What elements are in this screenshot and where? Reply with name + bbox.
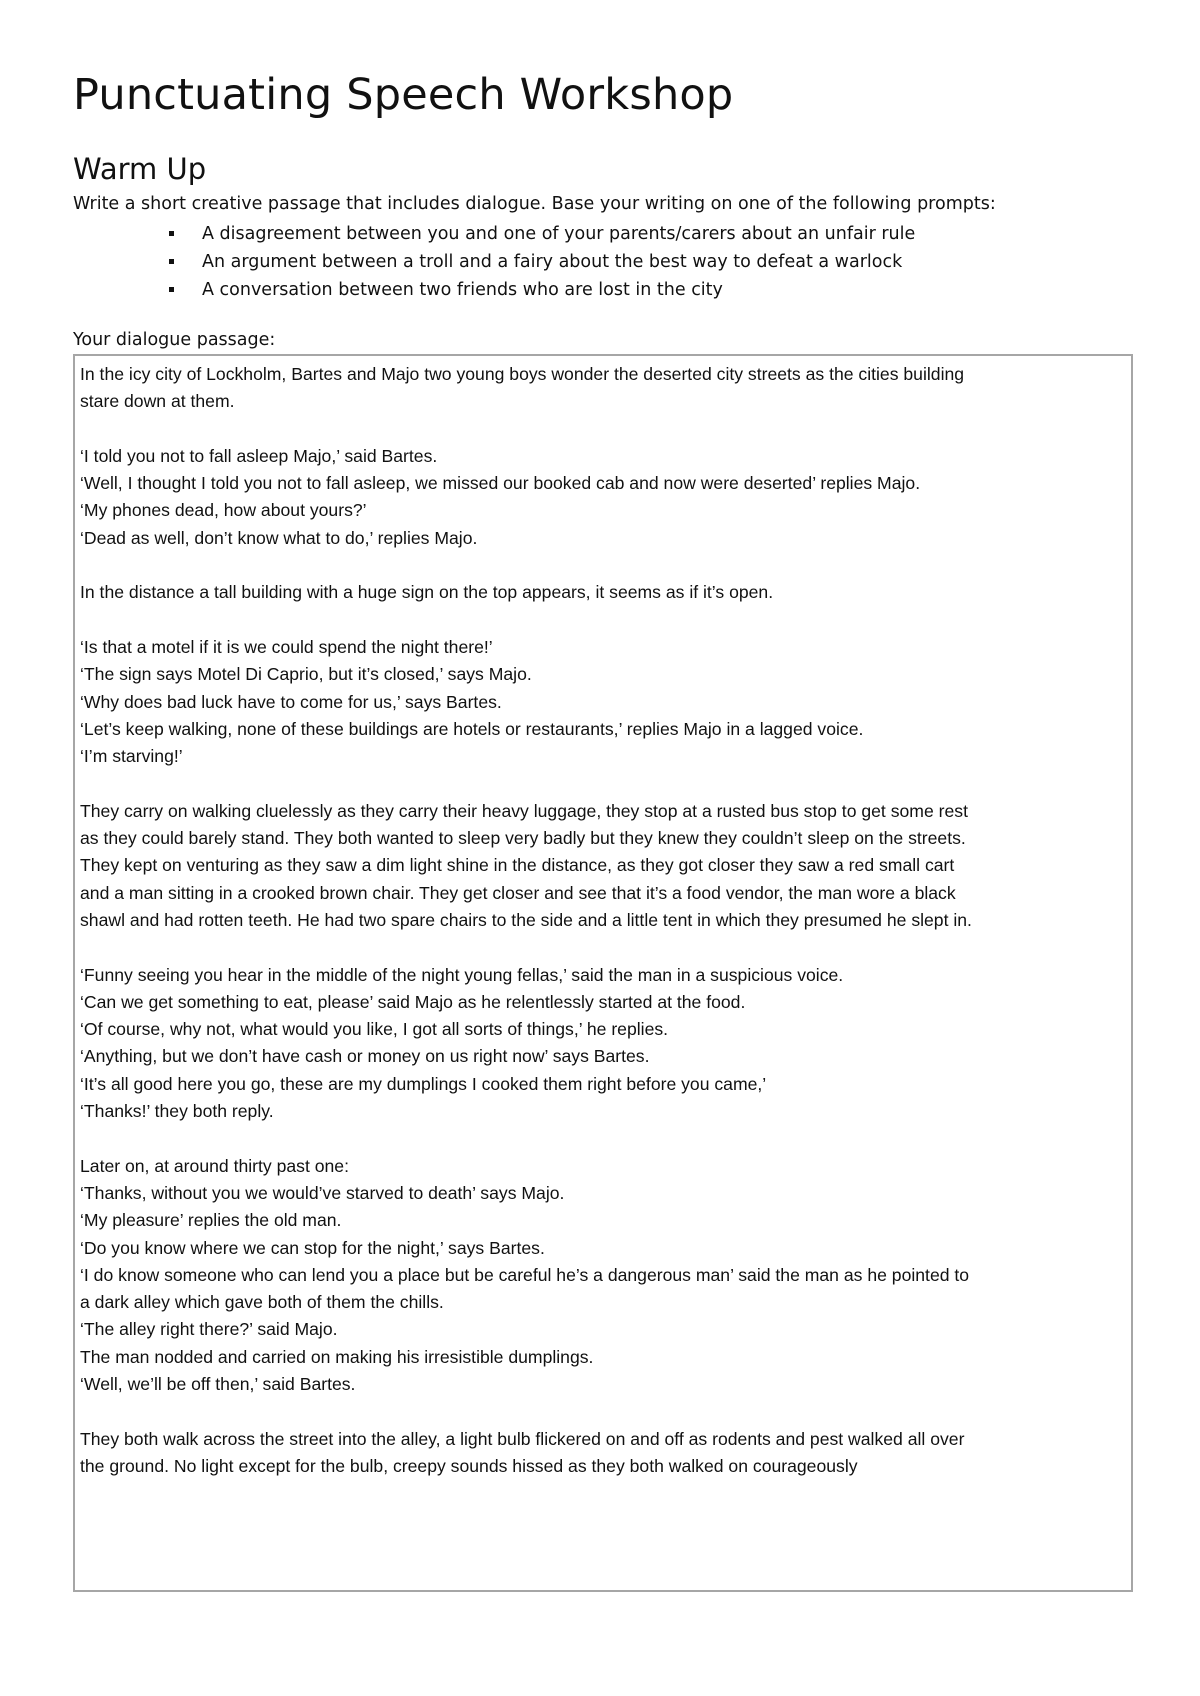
passage-line: as they could barely stand. They both wanted to sleep very badly but they knew they couldn’t sleep on the streets.: [80, 828, 966, 849]
passage-line: ‘My phones dead, how about yours?’: [80, 500, 367, 521]
passage-line: ‘Why does bad luck have to come for us,’ says Bartes.: [80, 691, 502, 712]
prompt-item: [160, 220, 915, 248]
passage-blank-line: [80, 934, 1140, 961]
passage-blank-line: [80, 1125, 1140, 1152]
page-title: Punctuating Speech Workshop: [73, 70, 734, 120]
passage-line: ‘The sign says Motel Di Caprio, but it’s closed,’ says Majo.: [80, 664, 532, 685]
passage-line: They kept on venturing as they saw a dim light shine in the distance, as they got closer they saw a red small cart: [80, 855, 955, 876]
passage-line: and a man sitting in a crooked brown chair. They get closer and see that it’s a food vendor, the man wore a black: [80, 882, 956, 903]
passage-blank-line: [80, 607, 1140, 634]
bullet-icon: [169, 231, 174, 236]
passage-line: ‘The alley right there?’ said Majo.: [80, 1319, 338, 1340]
passage-line: They carry on walking cluelessly as they carry their heavy luggage, they stop at a rusted bus stop to get some rest: [80, 800, 968, 821]
prompt-item: [160, 276, 915, 304]
passage-line: ‘I’m starving!’: [80, 746, 183, 767]
passage-line: Later on, at around thirty past one:: [80, 1155, 349, 1176]
prompt-text: A disagreement between you and one of your parents/carers about an unfair rule: [202, 224, 916, 244]
passage-blank-line: [80, 1398, 1140, 1425]
prompt-list: [160, 220, 915, 304]
passage-blank-line: [80, 770, 1140, 797]
prompt-text: A conversation between two friends who are lost in the city: [202, 280, 723, 300]
passage-blank-line: [80, 552, 1140, 579]
passage-line: ‘Well, we’ll be off then,’ said Bartes.: [80, 1373, 356, 1394]
passage-line: ‘It’s all good here you go, these are my dumplings I cooked them right before you came,’: [80, 1073, 767, 1094]
passage-label: Your dialogue passage:: [73, 330, 276, 350]
passage-line: The man nodded and carried on making his irresistible dumplings.: [80, 1346, 594, 1367]
passage-line: ‘Funny seeing you hear in the middle of the night young fellas,’ said the man in a suspicious voice.: [80, 964, 844, 985]
passage-line: ‘Let’s keep walking, none of these buildings are hotels or restaurants,’ replies Majo in a lagged voice.: [80, 718, 864, 739]
passage-line: They both walk across the street into the alley, a light bulb flickered on and off as rodents and pest walked all over: [80, 1428, 965, 1449]
passage-line: shawl and had rotten teeth. He had two spare chairs to the side and a little tent in which they presumed he slept in.: [80, 909, 972, 930]
passage-line: ‘Well, I thought I told you not to fall asleep, we missed our booked cab and now were deserted’ replies Majo.: [80, 473, 921, 494]
passage-line: ‘Is that a motel if it is we could spend the night there!’: [80, 636, 493, 657]
bullet-icon: [169, 287, 174, 292]
prompt-item: [160, 248, 915, 276]
instruction-text: Write a short creative passage that includes dialogue. Base your writing on one of the following prompts:: [73, 194, 996, 214]
passage-line: the ground. No light except for the bulb, creepy sounds hissed as they both walked on courageously: [80, 1455, 858, 1476]
passage-line: ‘My pleasure’ replies the old man.: [80, 1210, 342, 1231]
passage-line: ‘Thanks!’ they both reply.: [80, 1101, 274, 1122]
passage-line: ‘Thanks, without you we would’ve starved to death’ says Majo.: [80, 1182, 565, 1203]
passage-line: a dark alley which gave both of them the chills.: [80, 1292, 444, 1313]
passage-line: ‘Can we get something to eat, please’ said Majo as he relentlessly started at the food.: [80, 991, 746, 1012]
prompt-text: An argument between a troll and a fairy about the best way to defeat a warlock: [202, 252, 903, 272]
passage-line: In the distance a tall building with a huge sign on the top appears, it seems as if it’s open.: [80, 582, 774, 603]
passage-line: ‘Do you know where we can stop for the night,’ says Bartes.: [80, 1237, 545, 1258]
passage-line: ‘Anything, but we don’t have cash or money on us right now’ says Bartes.: [80, 1046, 650, 1067]
passage-line: ‘I told you not to fall asleep Majo,’ said Bartes.: [80, 445, 438, 466]
passage-line: ‘Of course, why not, what would you like, I got all sorts of things,’ he replies.: [80, 1019, 669, 1040]
passage-line: ‘Dead as well, don’t know what to do,’ replies Majo.: [80, 527, 478, 548]
passage-line: In the icy city of Lockholm, Bartes and Majo two young boys wonder the deserted city streets as the cities building: [80, 364, 965, 384]
passage-text: [80, 361, 1140, 1480]
passage-blank-line: [80, 416, 1140, 443]
passage-line: stare down at them.: [80, 391, 235, 412]
passage-line: ‘I do know someone who can lend you a place but be careful he’s a dangerous man’ said the man as he pointed to: [80, 1264, 970, 1285]
bullet-icon: [169, 259, 174, 264]
section-heading: Warm Up: [73, 152, 207, 186]
